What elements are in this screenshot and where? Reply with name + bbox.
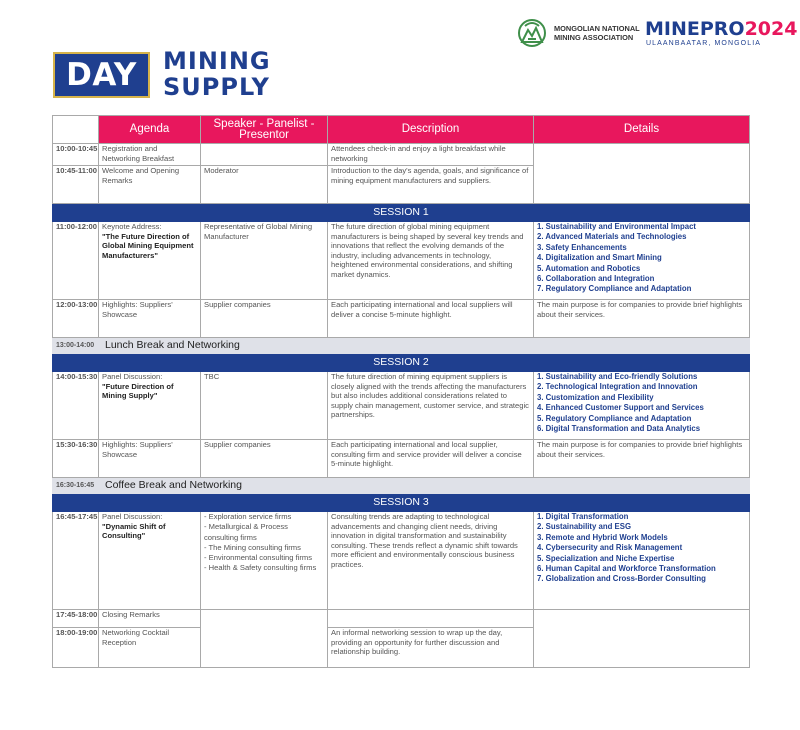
- list-item: 5. Automation and Robotics: [537, 263, 641, 273]
- event-year: 2024: [744, 18, 798, 40]
- time-cell: 10:45-11:00: [53, 166, 99, 204]
- description-cell: Attendees check-in and enjoy a light breakfast while networking: [328, 144, 534, 166]
- list-item: 3. Safety Enhancements: [537, 242, 627, 252]
- agenda-prefix: Panel Discussion:: [102, 372, 163, 381]
- title-line-1: MINING: [163, 47, 271, 75]
- list-item: 1. Digital Transformation: [537, 512, 629, 521]
- speaker-cell: [201, 144, 328, 166]
- schedule-table: [52, 115, 750, 668]
- page-title: [163, 48, 271, 100]
- description-cell: Each participating international and local supplier, consulting firm and service provider will deliver a concise 5-minute highlight.: [328, 440, 534, 478]
- list-item: - The Mining consulting firms: [204, 542, 301, 552]
- speaker-cell: Moderator: [201, 166, 328, 204]
- list-item: 6. Digital Transformation and Data Analytics: [537, 424, 701, 434]
- list-item: - Metallurgical & Process consulting firms: [204, 522, 288, 542]
- title-line-2: SUPPLY: [163, 73, 270, 101]
- list-item: 4. Digitalization and Smart Mining: [537, 253, 662, 263]
- agenda-cell: [99, 372, 201, 440]
- list-item: 2. Advanced Materials and Technologies: [537, 232, 687, 242]
- description-cell: The future direction of global mining equipment manufacturers is being shaped by several key trends and innovations that reflect the evolving demands of the industry, including advancements in technology, heightened environmental considerations, and shifting market dynamics.: [328, 222, 534, 300]
- association-name: [554, 24, 640, 42]
- table-row: [53, 512, 750, 610]
- agenda-cell: Networking Cocktail Reception: [99, 628, 201, 668]
- event-logo: [645, 18, 797, 40]
- list-item: 2. Sustainability and ESG: [537, 522, 632, 532]
- agenda-cell: [99, 222, 201, 300]
- agenda-cell: Registration and Networking Breakfast: [99, 144, 201, 166]
- list-item: 5. Regulatory Compliance and Adaptation: [537, 413, 692, 423]
- break-row: [53, 338, 750, 354]
- table-header-row: [53, 116, 750, 144]
- day-badge: DAY: [53, 52, 150, 98]
- speaker-cell: [201, 512, 328, 610]
- list-item: - Health & Safety consulting firms: [204, 563, 317, 573]
- table-row: [53, 222, 750, 300]
- agenda-prefix: Panel Discussion:: [102, 512, 163, 521]
- description-cell: Introduction to the day's agenda, goals, and significance of mining equipment manufacturers and suppliers.: [328, 166, 534, 204]
- table-row: [53, 144, 750, 166]
- session-3-label: SESSION 3: [53, 494, 750, 512]
- time-cell: 18:00-19:00: [53, 628, 99, 668]
- time-cell: 15:30-16:30: [53, 440, 99, 478]
- details-cell: [534, 372, 750, 440]
- list-item: 1. Sustainability and Eco-friendly Solutions: [537, 372, 698, 381]
- details-column-header: Details: [534, 116, 750, 144]
- break-row: [53, 478, 750, 494]
- table-row: [53, 300, 750, 338]
- time-cell: 16:45-17:45: [53, 512, 99, 610]
- list-item: 3. Customization and Flexibility: [537, 392, 654, 402]
- details-list: [537, 372, 746, 434]
- agenda-prefix: Keynote Address:: [102, 222, 162, 231]
- list-item: 6. Collaboration and Integration: [537, 274, 655, 284]
- time-cell: 11:00-12:00: [53, 222, 99, 300]
- details-cell: The main purpose is for companies to provide brief highlights about their services.: [534, 440, 750, 478]
- time-cell: 14:00-15:30: [53, 372, 99, 440]
- agenda-title: "Dynamic Shift of Consulting": [102, 521, 166, 541]
- list-item: 2. Technological Integration and Innovation: [537, 382, 698, 392]
- break-label: Lunch Break and Networking: [99, 338, 750, 354]
- details-cell: The main purpose is for companies to provide brief highlights about their services.: [534, 300, 750, 338]
- table-row: [53, 372, 750, 440]
- list-item: - Environmental consulting firms: [204, 553, 313, 563]
- session-1-label: SESSION 1: [53, 204, 750, 222]
- list-item: - Exploration service firms: [204, 512, 292, 521]
- details-cell: [534, 512, 750, 610]
- time-cell: 12:00-13:00: [53, 300, 99, 338]
- speaker-cell: [201, 610, 328, 668]
- agenda-column-header: Agenda: [99, 116, 201, 144]
- description-cell: An informal networking session to wrap up the day, providing an opportunity for further discussion and relationship building.: [328, 628, 534, 668]
- time-cell: 10:00-10:45: [53, 144, 99, 166]
- speaker-column-header: Speaker - Panelist - Presentor: [201, 116, 328, 144]
- time-column-header: [53, 116, 99, 144]
- list-item: 1. Sustainability and Environmental Impact: [537, 222, 697, 231]
- agenda-cell: [99, 512, 201, 610]
- speaker-cell: Supplier companies: [201, 300, 328, 338]
- details-list: [537, 222, 746, 295]
- table-row: [53, 610, 750, 628]
- list-item: 7. Globalization and Cross-Border Consulting: [537, 574, 706, 584]
- list-item: 3. Remote and Hybrid Work Models: [537, 532, 668, 542]
- agenda-title: "Future Direction of Mining Supply": [102, 381, 174, 401]
- association-name-line-1: MONGOLIAN NATIONAL: [554, 24, 640, 33]
- association-name-line-2: MINING ASSOCIATION: [554, 33, 634, 42]
- description-cell: Each participating international and local suppliers will deliver a concise 5-minute highlight.: [328, 300, 534, 338]
- details-cell: [534, 222, 750, 300]
- details-cell: [534, 610, 750, 668]
- event-name: MINEPRO: [645, 18, 745, 40]
- time-cell: 13:00-14:00: [53, 338, 99, 354]
- event-location: ULAANBAATAR, MONGOLIA: [646, 40, 762, 47]
- speaker-cell: Supplier companies: [201, 440, 328, 478]
- description-cell: Consulting trends are adapting to technological advancements and changing client needs, driving innovation in digital transformation and sustainability consulting. These trends reflect a dynamic shift towards more efficient and environmentally conscious business practices.: [328, 512, 534, 610]
- session-row: [53, 354, 750, 372]
- details-cell: [534, 144, 750, 204]
- agenda-cell: Closing Remarks: [99, 610, 201, 628]
- details-list: [537, 512, 746, 585]
- description-column-header: Description: [328, 116, 534, 144]
- speaker-cell: Representative of Global Mining Manufacturer: [201, 222, 328, 300]
- list-item: 7. Regulatory Compliance and Adaptation: [537, 284, 692, 294]
- time-cell: 17:45-18:00: [53, 610, 99, 628]
- page-header: [0, 0, 800, 110]
- list-item: 6. Human Capital and Workforce Transformation: [537, 564, 716, 574]
- session-row: [53, 494, 750, 512]
- description-cell: The future direction of mining equipment suppliers is closely aligned with the trends affecting the manufacturers but also includes additional considerations related to supply chain management, customer service, and strategic partnerships.: [328, 372, 534, 440]
- agenda-cell: Highlights: Suppliers' Showcase: [99, 440, 201, 478]
- list-item: 5. Specialization and Niche Expertise: [537, 553, 675, 563]
- list-item: 4. Cybersecurity and Risk Management: [537, 543, 683, 553]
- table-row: [53, 440, 750, 478]
- description-cell: [328, 610, 534, 628]
- time-cell: 16:30-16:45: [53, 478, 99, 494]
- session-row: [53, 204, 750, 222]
- association-logo-icon: [515, 18, 549, 48]
- session-2-label: SESSION 2: [53, 354, 750, 372]
- speaker-cell: TBC: [201, 372, 328, 440]
- agenda-cell: Highlights: Suppliers' Showcase: [99, 300, 201, 338]
- list-item: 4. Enhanced Customer Support and Services: [537, 403, 704, 413]
- agenda-cell: Welcome and Opening Remarks: [99, 166, 201, 204]
- break-label: Coffee Break and Networking: [99, 478, 750, 494]
- agenda-title: "The Future Direction of Global Mining Equipment Manufacturers": [102, 231, 194, 260]
